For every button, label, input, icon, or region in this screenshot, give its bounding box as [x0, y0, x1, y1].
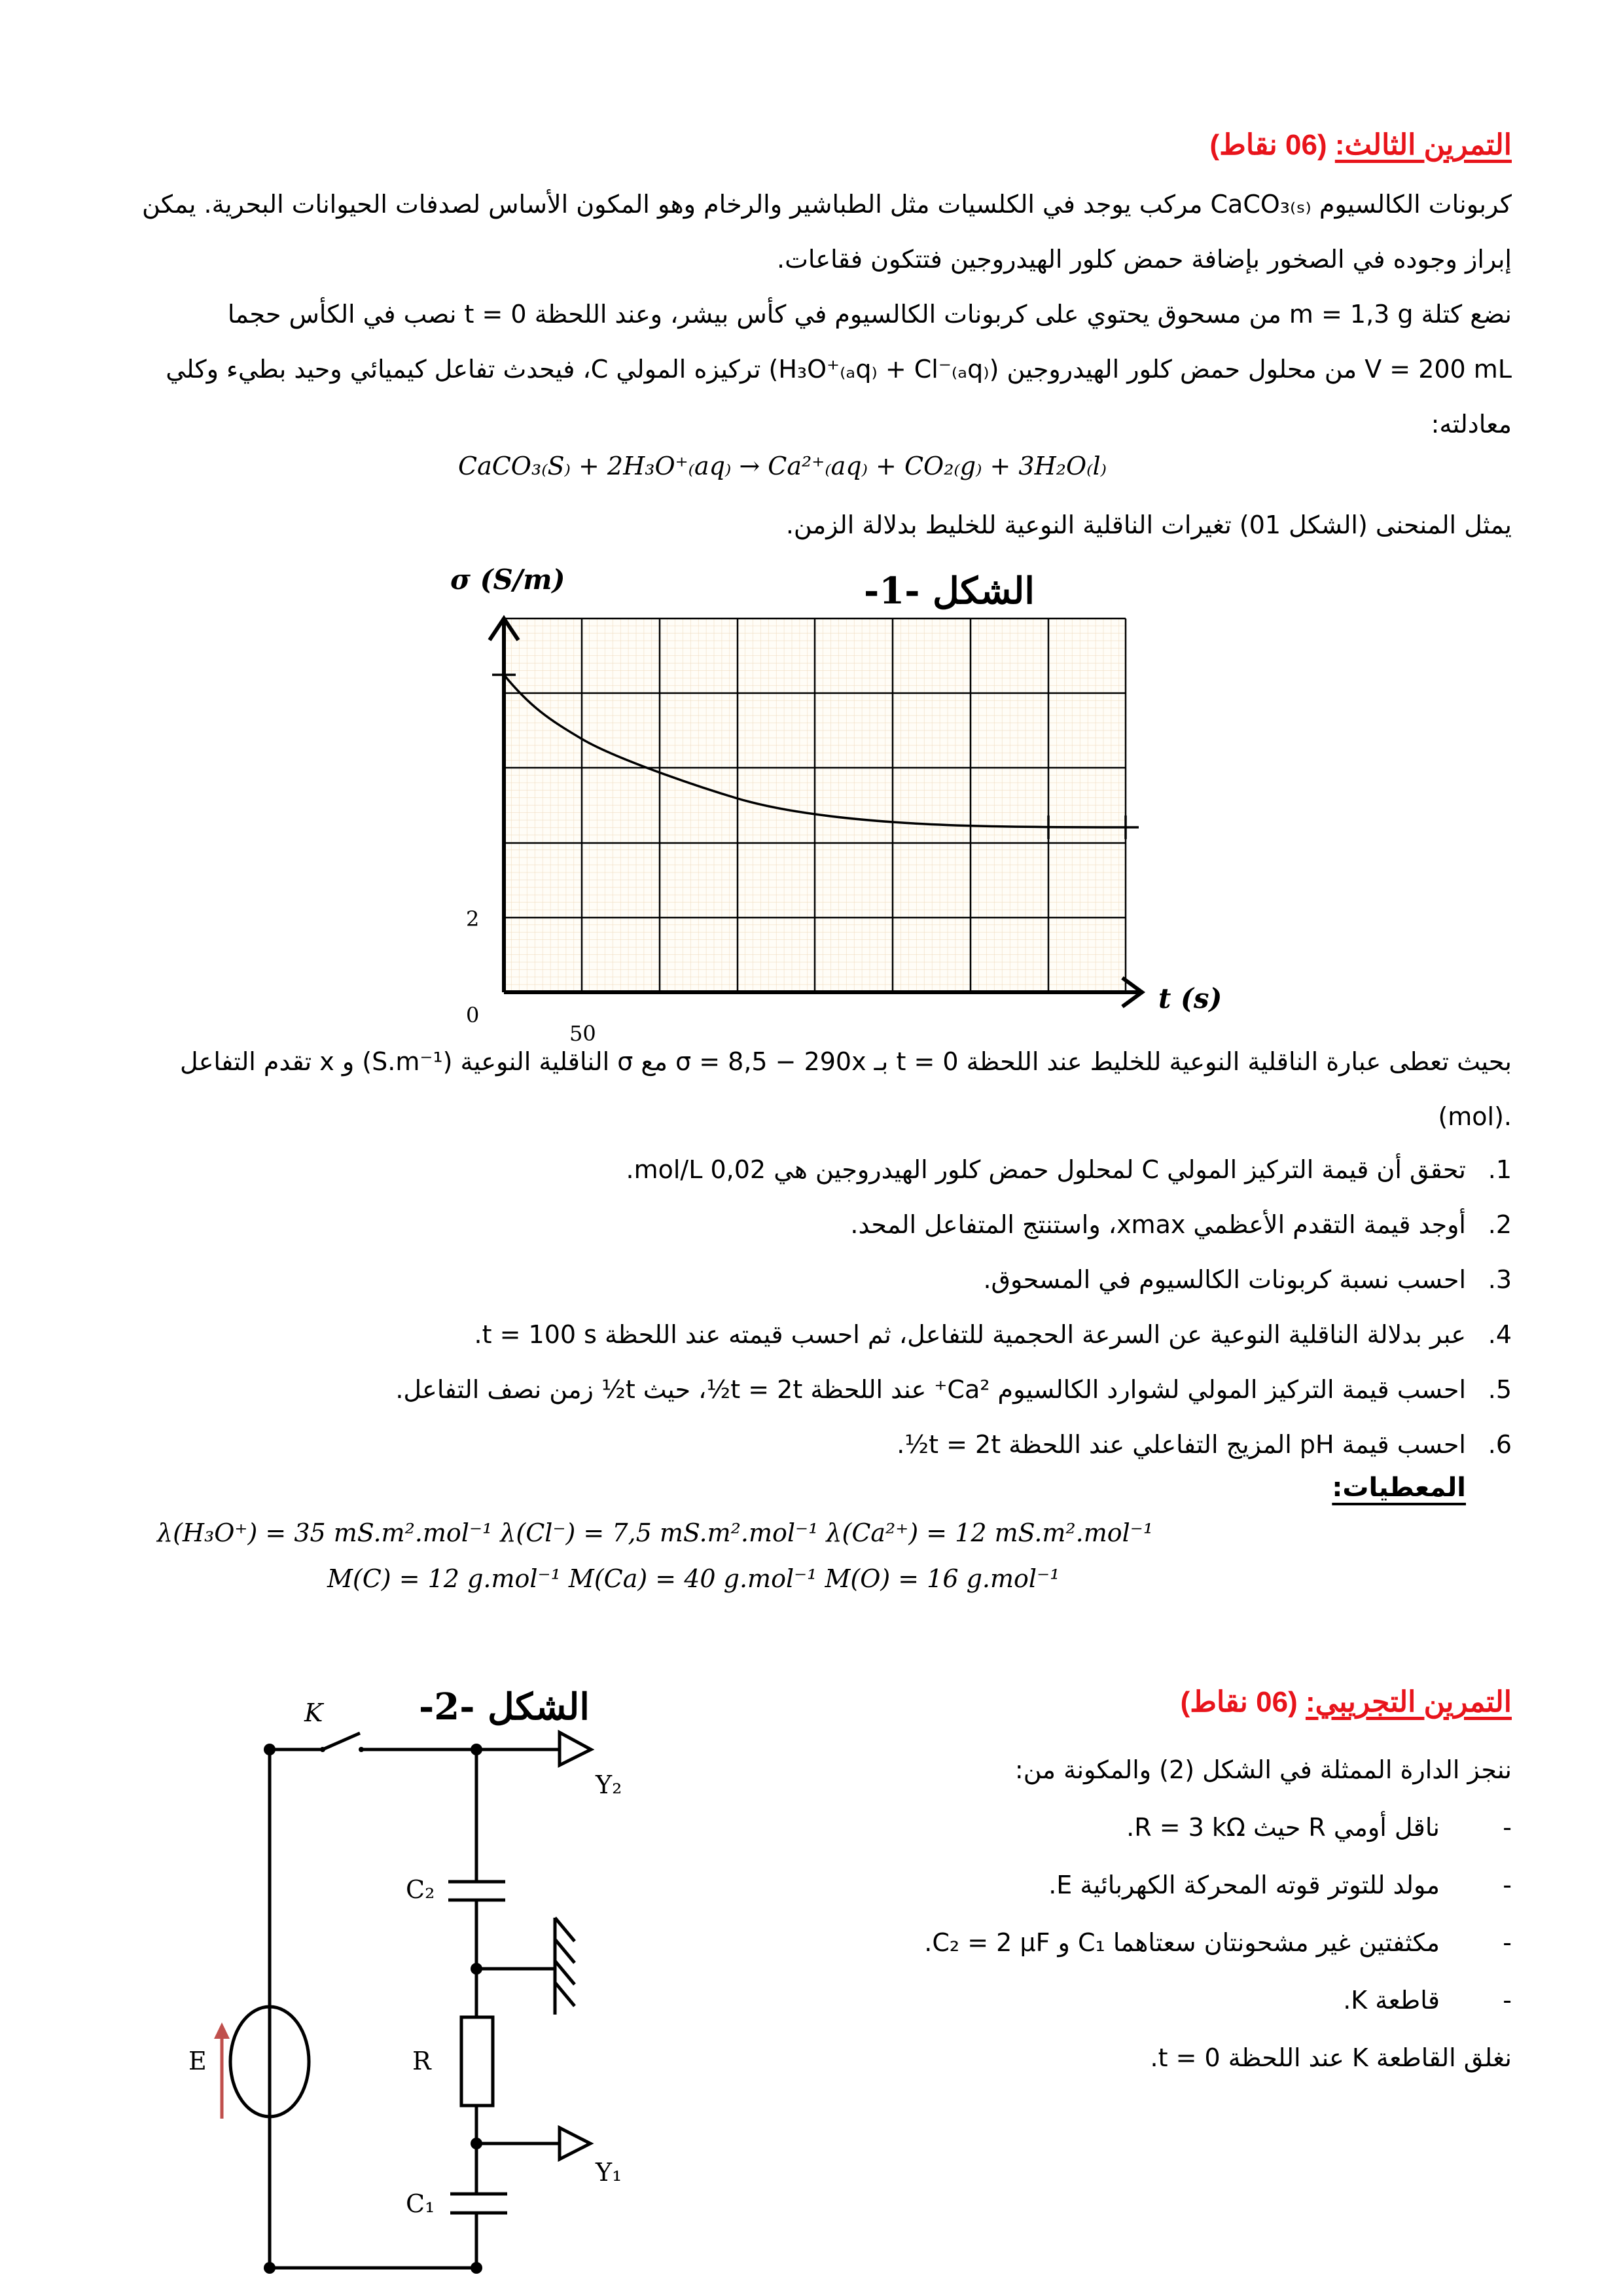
givens-conductivities: λ(H₃O⁺) = 35 mS.m².mol⁻¹ λ(Cl⁻) = 7,5 mS.m².mol⁻¹ λ(Ca²⁺) = 12 mS.m².mol⁻¹ [157, 1518, 1154, 1547]
exp-closing: نغلق القاطعة K عند اللحظة t = 0. [1150, 2043, 1512, 2072]
intro-line-1: كربونات الكالسيوم CaCO₃₍ₛ₎ مركب يوجد في الكلسيات مثل الطباشير والرخام وهو المكون الأساس لصدفات الحيوانات البحرية. يمكن [141, 190, 1512, 219]
exercise-exp-body [924, 1741, 1512, 2087]
origin-label: 0 [466, 1003, 480, 1028]
exercise3-intro [79, 177, 1512, 452]
probe2-label: Y₂ [596, 1770, 622, 1799]
conductivity-line-2: .(mol) [1438, 1102, 1512, 1131]
exercise-exp-title-points: (06 نقاط) [1180, 1686, 1298, 1718]
setup-line-2: V = 200 mL من محلول حمض كلور الهيدروجين (H₃O⁺₍ₐq₎ + Cl⁻₍ₐq₎) تركيزه المولي C، فيحدث تفاعل كيميائي وحيد بطيء وكلي [166, 355, 1512, 384]
x-axis-label: t (s) [1158, 982, 1222, 1014]
setup-line-1: نضع كتلة m = 1,3 g من مسحوق يحتوي على كربونات الكالسيوم في كأس بيشر، وعند اللحظة t = 0 نصب في الكأس حجما [227, 300, 1512, 329]
exercise-exp-title [1181, 1685, 1512, 1719]
intro-line-2: إبراز وجوده في الصخور بإضافة حمض كلور الهيدروجين فتتكون فقاعات. [776, 245, 1512, 274]
chart-grid [504, 619, 1126, 992]
source-label: E [188, 2047, 207, 2075]
circuit-bottom-wire [164, 1656, 635, 2284]
y-tick-2: 2 [466, 906, 480, 931]
curve-intro: يمثل المنحنى (الشكل 01) تغيرات الناقلية النوعية للخليط بدلالة الزمن. [785, 511, 1512, 539]
switch-label: K [304, 1698, 323, 1727]
question-4: 4.عبر بدلالة الناقلية النوعية عن السرعة الحجمية للتفاعل، ثم احسب قيمته عند اللحظة t = 100 s. [474, 1320, 1512, 1349]
cap2-label: C₂ [406, 1875, 435, 1904]
setup-line-3: معادلته: [1431, 410, 1512, 439]
conductivity-line-1: بحيث تعطى عبارة الناقلية النوعية للخليط عند اللحظة t = 0 بـ σ = 8,5 − 290x مع σ الناقلية النوعية (S.m⁻¹) و x تقدم التفاعل [179, 1047, 1512, 1076]
question-6: 6.احسب قيمة pH المزيج التفاعلي عند اللحظة t = 2t½. [897, 1430, 1512, 1459]
question-5: 5.احسب قيمة التركيز المولي لشوارد الكالسيوم Ca²⁺ عند اللحظة t = 2t½، حيث t½ زمن نصف التفاعل. [395, 1375, 1512, 1404]
exercise3-title-main: التمرين الثالث: [1334, 129, 1512, 161]
conductivity-text [79, 1034, 1512, 1144]
givens-molar-masses: M(C) = 12 g.mol⁻¹ M(Ca) = 40 g.mol⁻¹ M(O) = 16 g.mol⁻¹ [327, 1564, 1060, 1593]
exercise3-title [1210, 128, 1512, 162]
question-3: 3.احسب نسبة كربونات الكالسيوم في المسحوق. [983, 1265, 1512, 1294]
cap1-label: C₁ [406, 2189, 435, 2218]
x-tick-50: 50 [569, 1021, 596, 1046]
figure1-chart [419, 556, 1243, 1054]
figure1-title: الشكل -1- [864, 569, 1035, 613]
exp-item-generator: -مولد للتوتر قوته المحركة الكهربائية E. [1048, 1871, 1512, 1899]
exp-item-switch: -قاطعة K. [1343, 1986, 1512, 2015]
questions-list [395, 1142, 1512, 1472]
exercise3-title-points: (06 نقاط) [1209, 129, 1327, 161]
exp-item-resistor: -ناقل أومي R حيث R = 3 kΩ. [1126, 1813, 1512, 1842]
exp-intro: ننجز الدارة الممثلة في الشكل (2) والمكونة من: [1014, 1755, 1512, 1784]
y-axis-label: σ (S/m) [450, 564, 565, 596]
question-1: 1.تحقق أن قيمة التركيز المولي C لمحلول حمض كلور الهيدروجين هي 0,02 mol/L. [626, 1155, 1512, 1184]
exercise-exp-title-main: التمرين التجريبي: [1305, 1686, 1512, 1718]
question-2: 2.أوجد قيمة التقدم الأعظمي xmax، واستنتج المتفاعل المحد. [850, 1210, 1512, 1239]
resistor-label: R [412, 2047, 431, 2075]
probe1-label: Y₁ [596, 2158, 622, 2187]
reaction-equation: CaCO₃₍S₎ + 2H₃O⁺₍aq₎ → Ca²⁺₍aq₎ + CO₂₍g₎ + 3H₂O₍l₎ [458, 452, 1107, 480]
givens-label: المعطيات: [1332, 1473, 1466, 1503]
exp-item-capacitors: -مكثفتين غير مشحونتان سعتاهما C₁ و C₂ = 2 μF. [924, 1928, 1512, 1957]
figure2-title: الشكل -2- [419, 1685, 590, 1729]
